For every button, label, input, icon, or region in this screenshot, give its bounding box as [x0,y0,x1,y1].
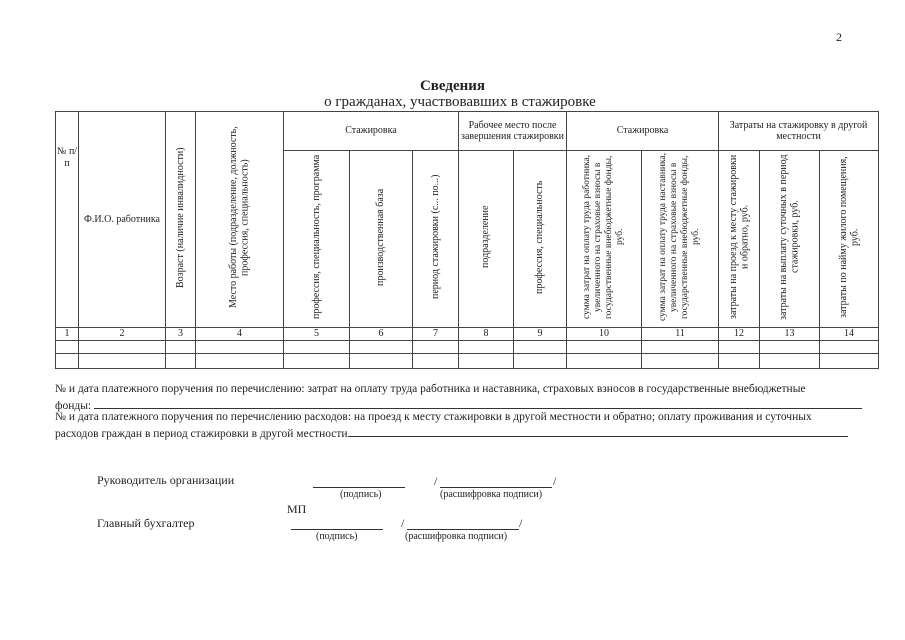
head-label: Руководитель организации [97,473,235,487]
head-decode-line [440,474,552,488]
col-number: 9 [514,328,567,341]
header-c14 [820,151,879,328]
table-row [56,354,879,369]
seal-mark: МП [287,502,307,516]
col-number: 5 [284,328,350,341]
header-c5-text: профессия, специальность, программа [310,155,322,320]
accountant-decode-line [407,516,519,530]
col-number: 14 [820,328,879,341]
header-workplace [196,112,284,328]
header-workplace-text: Место работы (подразделение, должность, профессия, специальность) [228,126,251,309]
header-internship-costs: Стажировка [567,112,719,151]
col-number: 12 [719,328,760,341]
header-c8 [459,151,514,328]
col-number: 8 [459,328,514,341]
col-number: 6 [350,328,413,341]
header-c12-text: затраты на проезд к месту стажировки и обратно, руб. [727,155,751,320]
header-c6-text: производственная база [375,188,387,286]
page-number: 2 [836,30,842,44]
header-c9 [514,151,567,328]
payment-note-2-line1: № и дата платежного поручения по перечислению расходов: на проезд к месту стажировки в другой местности и обратно; оплату проживания и суточных [55,411,812,423]
payment-note-2-fill [348,424,848,437]
accountant-label: Главный бухгалтер [97,516,195,530]
header-c9-text: профессия, специальность [534,180,546,294]
header-c11-text: сумма затрат на оплату труда наставника, увеличенного на страховые взносы в государственные внебюджетные фонды, руб. [658,153,701,322]
payment-note-1-line2: фонды: [55,400,92,413]
col-number: 11 [642,328,719,341]
col-number: 2 [79,328,166,341]
header-c8-text: подразделение [480,206,492,269]
payment-note-1-fill [94,396,862,409]
head-signature-line [313,474,405,488]
accountant-signature-caption: (подпись) [316,531,358,542]
header-c10-text: сумма затрат на оплату труда работника, увеличенного на страховые взносы в государственные внебюджетные фонды, руб. [582,155,625,320]
header-after: Рабочее место после завершения стажировки [459,112,567,151]
payment-note-2-line2: расходов граждан в период стажировки в другой местности [55,428,348,441]
header-c6 [350,151,413,328]
header-c13-text: затраты на выплату суточных в период стажировки, руб. [778,154,801,320]
header-c10 [567,151,642,328]
accountant-decode-caption: (расшифровка подписи) [405,531,508,542]
col-number: 4 [196,328,284,341]
header-age [166,112,196,328]
header-c7 [413,151,459,328]
payment-note-2 [55,410,870,442]
header-travel: Затраты на стажировку в другой местности [719,112,879,151]
head-slash-open: / [434,474,438,488]
head-decode-caption: (расшифровка подписи) [440,489,543,500]
accountant-signature-line [291,516,383,530]
head-slash-close: / [553,474,557,488]
header-c13 [760,151,820,328]
col-number: 10 [567,328,642,341]
head-signature-caption: (подпись) [340,489,382,500]
document-subtitle: о гражданах, участвовавших в стажировке [324,94,596,110]
col-number: 1 [56,328,79,341]
payment-note-1 [55,382,870,414]
col-number: 7 [413,328,459,341]
accountant-slash-close: / [519,516,523,530]
header-c12 [719,151,760,328]
col-number: 13 [760,328,820,341]
payment-note-1-line1: № и дата платежного поручения по перечислению: затрат на оплату труда работника и наставника, страховых взносов в государственные внебюджетные [55,383,806,395]
accountant-slash-open: / [401,516,405,530]
header-fio [79,112,166,328]
header-age-text: Возраст (наличие инвалидности) [174,147,186,289]
header-internship: Стажировка [284,112,459,151]
header-c11 [642,151,719,328]
document-title: Сведения [419,78,486,94]
internship-table [55,111,879,369]
header-num: № п/п [56,112,79,328]
header-c7-text: период стажировки (с... по...) [429,175,441,300]
header-c14-text: затраты по найму жилого помещения, руб. [837,156,861,319]
header-c5 [284,151,350,328]
col-number: 3 [166,328,196,341]
header-fio-text: Ф.И.О. работника [84,213,160,225]
table-row [56,341,879,354]
